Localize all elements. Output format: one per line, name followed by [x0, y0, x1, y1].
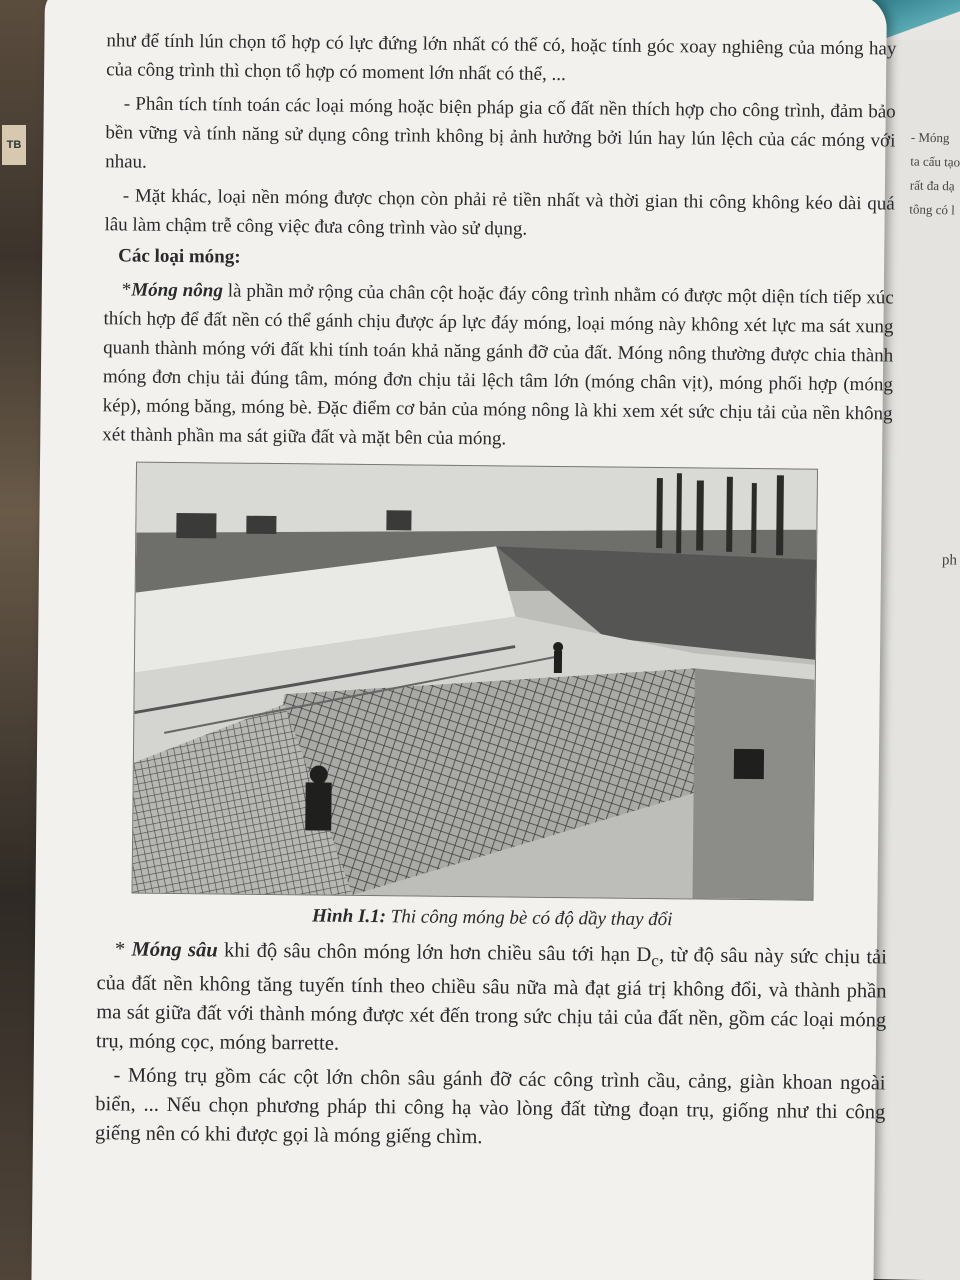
paragraph-text: là phần mở rộng của chân cột hoặc đáy công trình nhằm có được một diện tích tiếp xúc thích hợp để đất nền có thể gánh chịu được áp lực đáy móng, loại móng này không xét lực ma sát xung quanh thành móng với đất khi tính toán khả năng gánh đỡ của đất. Móng nông thường được chia thành móng đơn chịu tải đúng tâm, móng đơn chịu tải lệch tâm lớn (móng chân vịt), móng phối hợp (móng kép), móng băng, móng bè. Đặc điểm cơ bản của móng nông là khi xem xét sức chịu tải của nền không xét thành phần ma sát giữa đất và mặt bên của móng.	[102, 280, 894, 450]
bullet-marker: *	[114, 938, 132, 961]
figure-caption-text: Thi công móng bè có độ dầy thay đổi	[385, 906, 673, 931]
paragraph: - Phân tích tính toán các loại móng hoặc biện pháp gia cố đất nền thích hợp cho công trình, đảm bảo bền vững và tính năng sử dụng công trình không bị ảnh hưởng bởi lún hay lún lệch của các móng với nhau.	[105, 93, 896, 173]
subscript: c	[651, 951, 659, 971]
construction-photo-illustration	[133, 463, 817, 900]
page-content	[95, 26, 897, 1161]
book-page	[31, 0, 897, 1280]
term-mong-nong: Móng nông	[131, 279, 223, 302]
paragraph-text: khi độ sâu chôn móng lớn hơn chiều sâu tới hạn D	[217, 939, 652, 966]
section-heading: Các loại móng:	[118, 245, 241, 268]
right-page-line: - Móng	[910, 129, 950, 146]
paragraph: như để tính lún chọn tổ hợp có lực đứng lớn nhất có thể có, hoặc tính góc xoay nghiêng của móng hay của công trình thì chọn tổ hợp có moment lớn nhất có thể, ...	[106, 30, 897, 86]
figure-label: Hình I.1:	[311, 905, 387, 928]
paragraph-text: , từ độ sâu này sức chịu tải của đất nền không tăng tuyến tính theo chiều sâu nữa mà đạt giá trị không đổi, và thành phần ma sát giữa đất với thành móng được xét đến trong sức chịu tải của đất nền, gồm các loại móng trụ, móng cọc, móng barrette.	[95, 944, 888, 1055]
paragraph: - Mặt khác, loại nền móng được chọn còn phải rẻ tiền nhất và thời gian thi công không kéo dài quá lâu làm chậm trễ công việc đưa công trình vào sử dụng.	[104, 185, 895, 240]
right-page-line: tông có l	[909, 201, 955, 218]
paragraph-mong-tru: - Móng trụ gồm các cột lớn chôn sâu gánh đỡ các công trình cầu, cảng, giàn khoan ngoài biển, ... Nếu chọn phương pháp thi công hạ vào lòng đất từng đoạn trụ, giống như thi công giếng nên có khi được gọi là móng giếng chìm.	[94, 1064, 886, 1149]
term-mong-sau: Móng sâu	[131, 938, 218, 962]
right-page-line: rất đa dạ	[909, 177, 955, 194]
left-book-tag: TB	[2, 125, 26, 165]
right-page-line: ta cấu tạo	[910, 153, 960, 170]
bullet-marker: *	[121, 279, 132, 301]
paragraph-mong-sau	[96, 935, 887, 1064]
figure-caption	[97, 903, 887, 933]
paragraph-mong-nong	[102, 275, 894, 457]
construction-photo	[132, 462, 818, 901]
right-page-line: ph	[941, 552, 958, 569]
